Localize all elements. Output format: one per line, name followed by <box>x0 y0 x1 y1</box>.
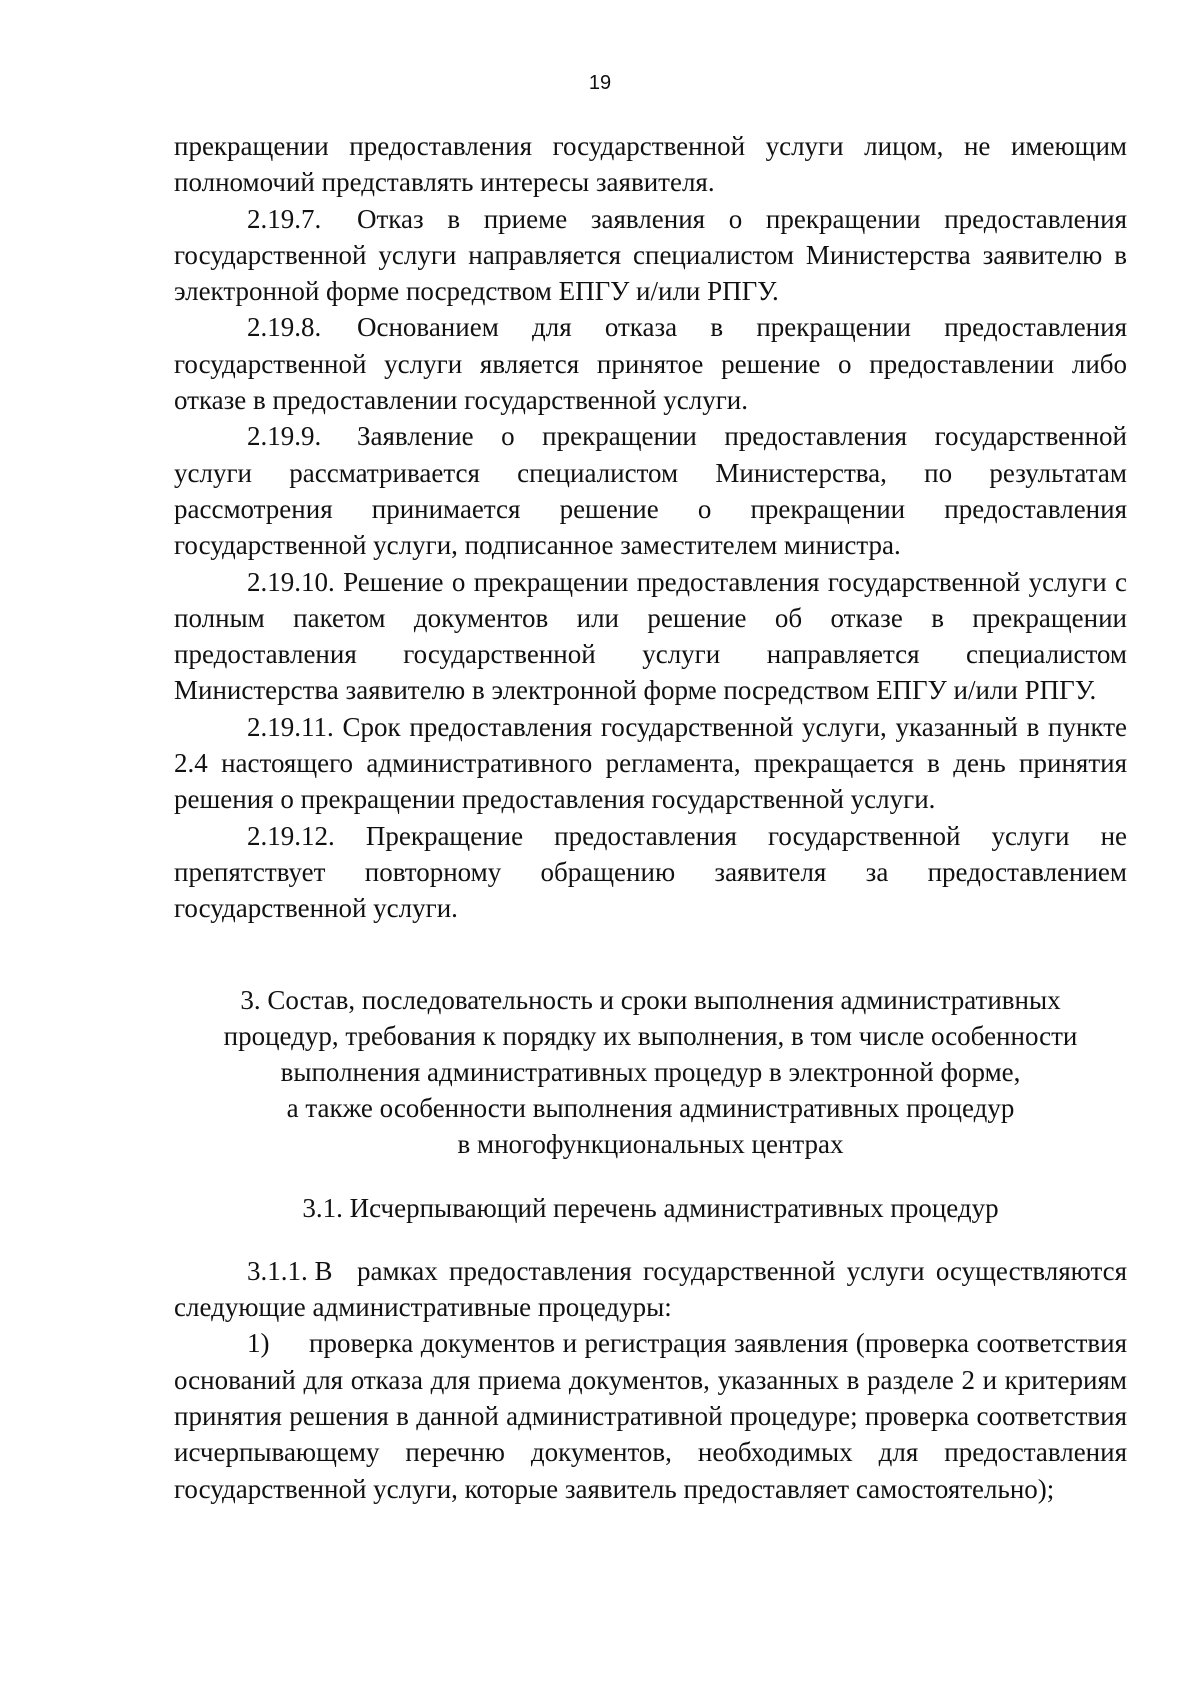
paragraph-2-19-11 <box>174 709 1127 818</box>
paragraph-number: 3.1.1. В <box>247 1255 333 1286</box>
section-heading-line: процедур, требования к порядку их выполнения, в том числе особенности <box>223 1020 1078 1051</box>
paragraph-number: 2.19.7. <box>247 203 322 234</box>
page-content <box>174 128 1127 1507</box>
list-item-1 <box>174 1325 1127 1506</box>
paragraph-2-19-12 <box>174 818 1127 927</box>
paragraph-number: 2.19.8. <box>247 312 322 343</box>
paragraph-text: Прекращение предоставления государственной услуги не препятствует повторному обращению заявителя за предоставлением государственной услуги. <box>174 820 1128 924</box>
paragraph-text: Срок предоставления государственной услуги, указанный в пункте 2.4 настоящего административного регламента, прекращается в день принятия решения о прекращении предоставления государственной услуги. <box>174 711 1128 815</box>
paragraph-2-19-7 <box>174 201 1127 310</box>
page-number: 19 <box>588 72 612 94</box>
section-heading-line: в многофункциональных центрах <box>457 1129 844 1160</box>
paragraph-3-1-1 <box>174 1253 1127 1326</box>
paragraph-text: рамках предоставления государственной услуги осуществляются следующие административные процедуры: <box>174 1255 1127 1323</box>
paragraph-2-19-9 <box>174 418 1127 563</box>
paragraph-number: 2.19.10. <box>247 566 335 597</box>
subsection-3-1-heading: 3.1. Исчерпывающий перечень административных процедур <box>302 1192 999 1223</box>
paragraph-number: 2.19.9. <box>247 421 322 452</box>
paragraph-text: Решение о прекращении предоставления государственной услуги с полным пакетом документов или решение об отказе в прекращении предоставления государственной услуги направляется специалистом Министерства заявителю в электронной форме посредством ЕПГУ и/или РПГУ. <box>174 566 1128 706</box>
section-heading-line: выполнения административных процедур в электронной форме, <box>280 1056 1021 1087</box>
list-item-number: 1) <box>247 1328 270 1359</box>
paragraph-text: Основанием для отказа в прекращении предоставления государственной услуги является принятое решение о предоставлении либо отказе в предоставлении государственной услуги. <box>174 312 1127 416</box>
paragraph-2-19-8 <box>174 309 1127 418</box>
paragraph-number: 2.19.12. <box>247 820 335 851</box>
paragraph-text: Заявление о прекращении предоставления государственной услуги рассматривается специалистом Министерства, по результатам рассмотрения принимается решение о прекращении предоставления государственной услуги, подписанное заместителем министра. <box>174 421 1127 561</box>
paragraph-continuation <box>174 128 1127 201</box>
section-heading-line: а также особенности выполнения административных процедур <box>286 1093 1015 1124</box>
paragraph-number: 2.19.11. <box>247 711 334 742</box>
paragraph-2-19-10 <box>174 564 1127 709</box>
section-3-heading <box>174 982 1127 1163</box>
paragraph-text: Отказ в приеме заявления о прекращении предоставления государственной услуги направляется специалистом Министерства заявителю в электронной форме посредством ЕПГУ и/или РПГУ. <box>174 203 1127 307</box>
paragraph-text: прекращении предоставления государственной услуги лицом, не имеющим полномочий представлять интересы заявителя. <box>174 131 1127 198</box>
section-heading-line: 3. Состав, последовательность и сроки выполнения административных <box>240 984 1061 1015</box>
list-item-text: проверка документов и регистрация заявления (проверка соответствия оснований для отказа для приема документов, указанных в разделе 2 и критериям принятия решения в данной административной процедуре; проверка соответствия исчерпывающему перечню документов, необходимых для предоставления государственной услуги, которые заявитель предоставляет самостоятельно); <box>174 1328 1127 1504</box>
